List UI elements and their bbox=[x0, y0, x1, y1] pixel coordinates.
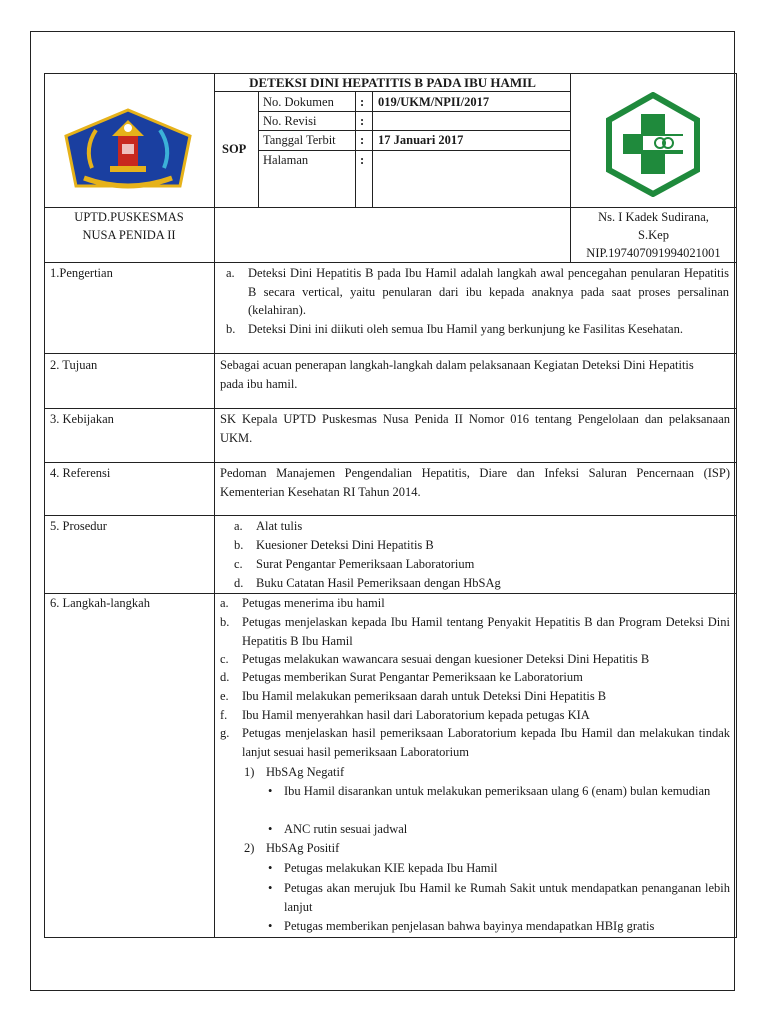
list-item-text: Deteksi Dini ini diikuti oleh semua Ibu Hamil yang berkunjung ke Fasilitas Kesehatan. bbox=[248, 322, 683, 336]
org-name-line2: NUSA PENIDA II bbox=[82, 228, 176, 242]
bullet-text: ANC rutin sesuai jadwal bbox=[284, 822, 408, 836]
section-label-referensi: 4. Referensi bbox=[50, 466, 111, 480]
bullet-text: Ibu Hamil disarankan untuk melakukan pemeriksaan ulang 6 (enam) bulan kemudian bbox=[284, 784, 711, 798]
list-item-text: Surat Pengantar Pemeriksaan Laboratorium bbox=[256, 557, 475, 571]
list-item-text: Alat tulis bbox=[256, 519, 303, 533]
sublist-title-positif: HbSAg Positif bbox=[266, 841, 340, 855]
list-item-text: Ibu Hamil melakukan pemeriksaan darah untuk Deteksi Dini Hepatitis B bbox=[242, 689, 607, 703]
field-value-dokumen: 019/UKM/NPII/2017 bbox=[378, 95, 490, 109]
list-marker: d. bbox=[234, 576, 244, 590]
bullet-text: Petugas memberikan penjelasan bahwa bayinya mendapatkan HBIg gratis bbox=[284, 919, 655, 933]
signer-title: S.Kep bbox=[638, 228, 669, 242]
section-label-pengertian: 1.Pengertian bbox=[50, 266, 113, 280]
list-marker: b. bbox=[234, 538, 244, 552]
field-label-revisi: No. Revisi bbox=[263, 114, 317, 128]
sublist-marker: 2) bbox=[244, 841, 255, 855]
list-item-text: Buku Catatan Hasil Pemeriksaan dengan HbSAg bbox=[256, 576, 501, 590]
section-label-langkah: 6. Langkah-langkah bbox=[50, 596, 150, 610]
org-name-line1: UPTD.PUSKESMAS bbox=[74, 210, 184, 224]
sublist-title-negatif: HbSAg Negatif bbox=[266, 765, 345, 779]
list-item-text: Petugas menjelaskan kepada Ibu Hamil tentang Penyakit Hepatitis B dan Program Deteksi Dini Hepatitis B Ibu Hamil bbox=[242, 615, 730, 648]
bullet-dot: • bbox=[268, 919, 273, 933]
list-item-text: Deteksi Dini Hepatitis B pada Ibu Hamil adalah langkah awal pencegahan penularan Hepatitis B secara vertical, yaitu penularan dari ibu kepada anaknya pada saat proses persalinan (kelahiran). bbox=[248, 266, 729, 317]
list-item-text: Petugas memberikan Surat Pengantar Pemeriksaan ke Laboratorium bbox=[242, 670, 583, 684]
document-title: DETEKSI DINI HEPATITIS B PADA IBU HAMIL bbox=[249, 75, 536, 90]
list-item-text: Petugas menjelaskan hasil pemeriksaan Laboratorium kepada Ibu Hamil dan melakukan tindak lanjut sesuai hasil pemeriksaan Laboratorium bbox=[242, 726, 730, 759]
section-label-tujuan: 2. Tujuan bbox=[50, 358, 98, 372]
field-sep-revisi: : bbox=[360, 114, 365, 128]
list-marker: b. bbox=[226, 322, 236, 336]
section-label-kebijakan: 3. Kebijakan bbox=[50, 412, 114, 426]
sublist-marker: 1) bbox=[244, 765, 255, 779]
list-marker: e. bbox=[220, 689, 229, 703]
bullet-text: Petugas akan merujuk Ibu Hamil ke Rumah Sakit untuk mendapatkan penanganan lebih lanjut bbox=[284, 881, 730, 914]
bullet-dot: • bbox=[268, 822, 273, 836]
sop-label: SOP bbox=[222, 142, 247, 156]
bullet-dot: • bbox=[268, 881, 273, 895]
bullet-dot: • bbox=[268, 784, 273, 798]
list-marker: a. bbox=[220, 596, 229, 610]
section-text-referensi: Pedoman Manajemen Pengendalian Hepatitis, Diare dan Infeksi Saluran Pencernaan (ISP) Kementerian Kesehatan RI Tahun 2014. bbox=[220, 466, 730, 499]
field-sep-tanggal: : bbox=[360, 133, 365, 147]
list-item-text: Petugas melakukan wawancara sesuai dengan kuesioner Deteksi Dini Hepatitis B bbox=[242, 652, 650, 666]
list-marker: d. bbox=[220, 670, 230, 684]
list-item-text: Petugas menerima ibu hamil bbox=[242, 596, 385, 610]
bullet-dot: • bbox=[268, 861, 273, 875]
bali-crest-logo bbox=[62, 108, 194, 194]
list-marker: c. bbox=[234, 557, 243, 571]
list-marker: b. bbox=[220, 615, 230, 629]
puskesmas-logo bbox=[603, 92, 703, 197]
list-item-text: Kuesioner Deteksi Dini Hepatitis B bbox=[256, 538, 434, 552]
list-marker: f. bbox=[220, 708, 228, 722]
section-text-kebijakan: SK Kepala UPTD Puskesmas Nusa Penida II Nomor 016 tentang Pengelolaan dan pelaksanaan UKM. bbox=[220, 412, 730, 445]
list-marker: a. bbox=[226, 266, 235, 280]
section-text-tujuan: Sebagai acuan penerapan langkah-langkah dalam pelaksanaan Kegiatan Deteksi Dini Hepatitis pada ibu hamil. bbox=[220, 358, 694, 391]
signer-name: Ns. I Kadek Sudirana, bbox=[598, 210, 709, 224]
field-sep-dokumen: : bbox=[360, 95, 365, 109]
field-label-tanggal: Tanggal Terbit bbox=[263, 133, 336, 147]
list-item-text: Ibu Hamil menyerahkan hasil dari Laboratorium kepada petugas KIA bbox=[242, 708, 590, 722]
field-label-dokumen: No. Dokumen bbox=[263, 95, 334, 109]
section-label-prosedur: 5. Prosedur bbox=[50, 519, 107, 533]
list-marker: g. bbox=[220, 726, 230, 740]
list-marker: a. bbox=[234, 519, 243, 533]
field-label-halaman: Halaman bbox=[263, 153, 309, 167]
signer-nip: NIP.197407091994021001 bbox=[586, 246, 721, 260]
field-value-tanggal: 17 Januari 2017 bbox=[378, 133, 464, 147]
bullet-text: Petugas melakukan KIE kepada Ibu Hamil bbox=[284, 861, 498, 875]
list-marker: c. bbox=[220, 652, 229, 666]
field-sep-halaman: : bbox=[360, 153, 365, 167]
